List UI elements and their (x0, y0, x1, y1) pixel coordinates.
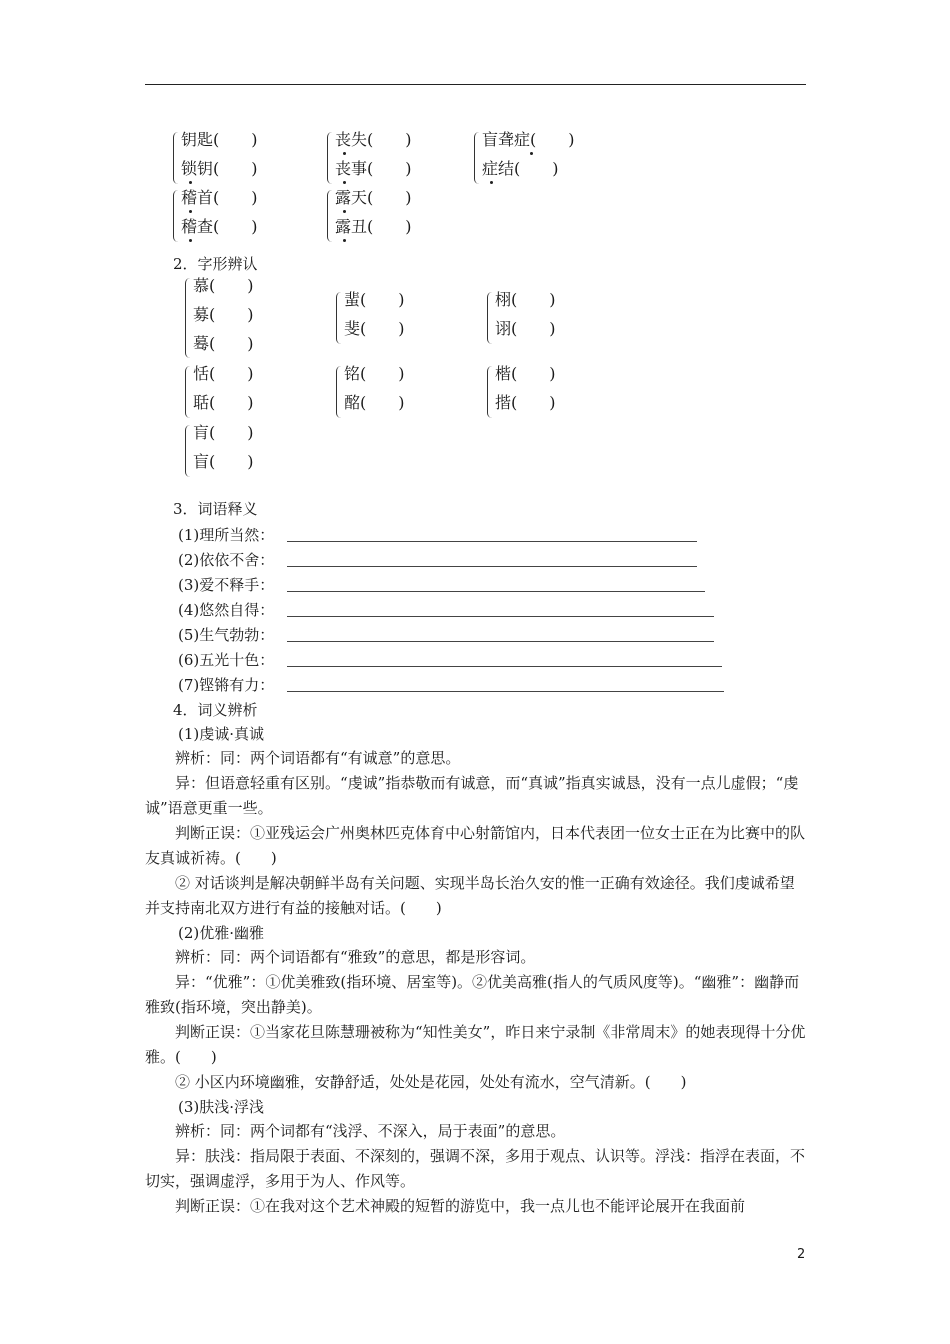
analysis-diff: 异：肤浅：指局限于表面、不深刻的，强调不深，多用于观点、认识等。浮浅：指浮在表面，不切实，强调虚浮，多用于为人、作风等。 (145, 1147, 806, 1190)
brace (336, 292, 341, 344)
answer-line (287, 666, 722, 667)
judgement-1: 判断正误：①亚残运会广州奥林匹克体育中心射箭馆内，日本代表团一位女士正在为比赛中的队友真诚祈祷。( ) (145, 824, 806, 867)
analysis-diff: 异：“优雅”：①优美雅致(指环境、居室等)。②优美高雅(指人的气质风度等)。“幽雅”：幽静而雅致(指环境，突出静美)。 (145, 973, 800, 1016)
glyph-item: 揩( ) (495, 393, 556, 412)
analysis-diff: 异：但语意轻重有区别。“虔诚”指恭敬而有诚意，而“真诚”指真实诚恳，没有一点儿虚假；“虔诚”语意更重一些。 (145, 774, 799, 817)
answer-line (287, 591, 705, 592)
pron-item: 丧事( ) (335, 159, 412, 178)
judgement-1: 判断正误：①当家花旦陈慧珊被称为“知性美女”，昨日来宁录制《非常周末》的她表现得十分优雅。( ) (145, 1023, 806, 1066)
section-4-title: 4．词义辨析 (173, 701, 258, 719)
glyph-item: 楷( ) (495, 364, 556, 383)
definition-prompt: (4)悠然自得： (178, 601, 275, 619)
emphasis-dot (343, 152, 346, 155)
pron-group-1 (173, 130, 303, 188)
pron-group-3 (474, 130, 624, 188)
definition-prompt: (3)爱不释手： (178, 576, 275, 594)
glyph-group-1 (185, 276, 295, 362)
pron-item: 露天( ) (335, 188, 412, 207)
glyph-group-7 (185, 423, 295, 481)
brace (173, 132, 178, 184)
brace (487, 366, 492, 418)
brace (487, 292, 492, 344)
emphasis-dot (189, 181, 192, 184)
answer-line (287, 566, 697, 567)
glyph-item: 盲( ) (193, 452, 254, 471)
judgement-2: ② 小区内环境幽雅，安静舒适，处处是花园，处处有流水，空气清新。( ) (175, 1073, 687, 1091)
answer-line (287, 691, 724, 692)
emphasis-dot (189, 239, 192, 242)
pron-group-2 (327, 130, 457, 188)
emphasis-dot (530, 152, 533, 155)
definition-prompt: (5)生气勃勃： (178, 626, 275, 644)
brace (474, 132, 479, 184)
judgement-1: 判断正误：①在我对这个艺术神殿的短暂的游览中，我一点儿也不能评论展开在我面前 (175, 1197, 746, 1215)
definition-prompt: (1)理所当然： (178, 526, 275, 544)
answer-line (287, 541, 697, 542)
pron-item: 稽首( ) (181, 188, 258, 207)
glyph-item: 恬( ) (193, 364, 254, 383)
brace (185, 366, 190, 418)
pron-group-5 (327, 188, 457, 246)
subsection-title: (3)肤浅·浮浅 (178, 1098, 265, 1116)
definition-prompt: (7)铿锵有力： (178, 676, 275, 694)
pron-item: 丧失( ) (335, 130, 412, 149)
section-2-title: 2．字形辨认 (173, 255, 258, 273)
glyph-item: 蜚( ) (344, 290, 405, 309)
pron-group-4 (173, 188, 303, 246)
glyph-item: 栩( ) (495, 290, 556, 309)
glyph-item: 酩( ) (344, 393, 405, 412)
brace (173, 190, 178, 242)
emphasis-dot (343, 210, 346, 213)
analysis-same: 辨析：同：两个词语都有“有诚意”的意思。 (175, 749, 461, 767)
brace (336, 366, 341, 418)
brace (327, 190, 332, 242)
glyph-item: 诩( ) (495, 319, 556, 338)
glyph-item: 募( ) (193, 305, 254, 324)
glyph-item: 肓( ) (193, 423, 254, 442)
glyph-item: 斐( ) (344, 319, 405, 338)
brace (327, 132, 332, 184)
pron-item: 稽查( ) (181, 217, 258, 236)
emphasis-dot (490, 181, 493, 184)
pron-item: 症结( ) (482, 159, 559, 178)
pron-item: 露丑( ) (335, 217, 412, 236)
glyph-item: 聒( ) (193, 393, 254, 412)
brace (185, 425, 190, 477)
glyph-item: 蓦( ) (193, 334, 254, 353)
subsection-title: (1)虔诚·真诚 (178, 725, 265, 743)
definition-prompt: (6)五光十色： (178, 651, 275, 669)
glyph-item: 铭( ) (344, 364, 405, 383)
pron-item: 盲聋症( ) (482, 130, 575, 149)
answer-line (287, 641, 714, 642)
pron-item: 锁钥( ) (181, 159, 258, 178)
definition-prompt: (2)依依不舍： (178, 551, 275, 569)
brace (185, 278, 190, 358)
pron-item: 钥匙( ) (181, 130, 258, 149)
glyph-group-2 (336, 290, 446, 348)
emphasis-dot (343, 239, 346, 242)
subsection-title: (2)优雅·幽雅 (178, 924, 265, 942)
answer-line (287, 616, 714, 617)
analysis-same: 辨析：同：两个词语都有“雅致”的意思，都是形容词。 (175, 948, 536, 966)
section-3-title: 3．词语释义 (173, 500, 258, 518)
glyph-group-5 (336, 364, 446, 422)
glyph-group-3 (487, 290, 597, 348)
emphasis-dot (189, 210, 192, 213)
analysis-same: 辨析：同：两个词都有“浅浮、不深入，局于表面”的意思。 (175, 1122, 566, 1140)
header-rule (145, 84, 806, 85)
page-number: 2 (797, 1247, 806, 1262)
emphasis-dot (343, 181, 346, 184)
glyph-item: 慕( ) (193, 276, 254, 295)
glyph-group-4 (185, 364, 295, 422)
judgement-2: ② 对话谈判是解决朝鲜半岛有关问题、实现半岛长治久安的惟一正确有效途径。我们虔诚希望并支持南北双方进行有益的接触对话。( ) (145, 874, 795, 917)
glyph-group-6 (487, 364, 597, 422)
